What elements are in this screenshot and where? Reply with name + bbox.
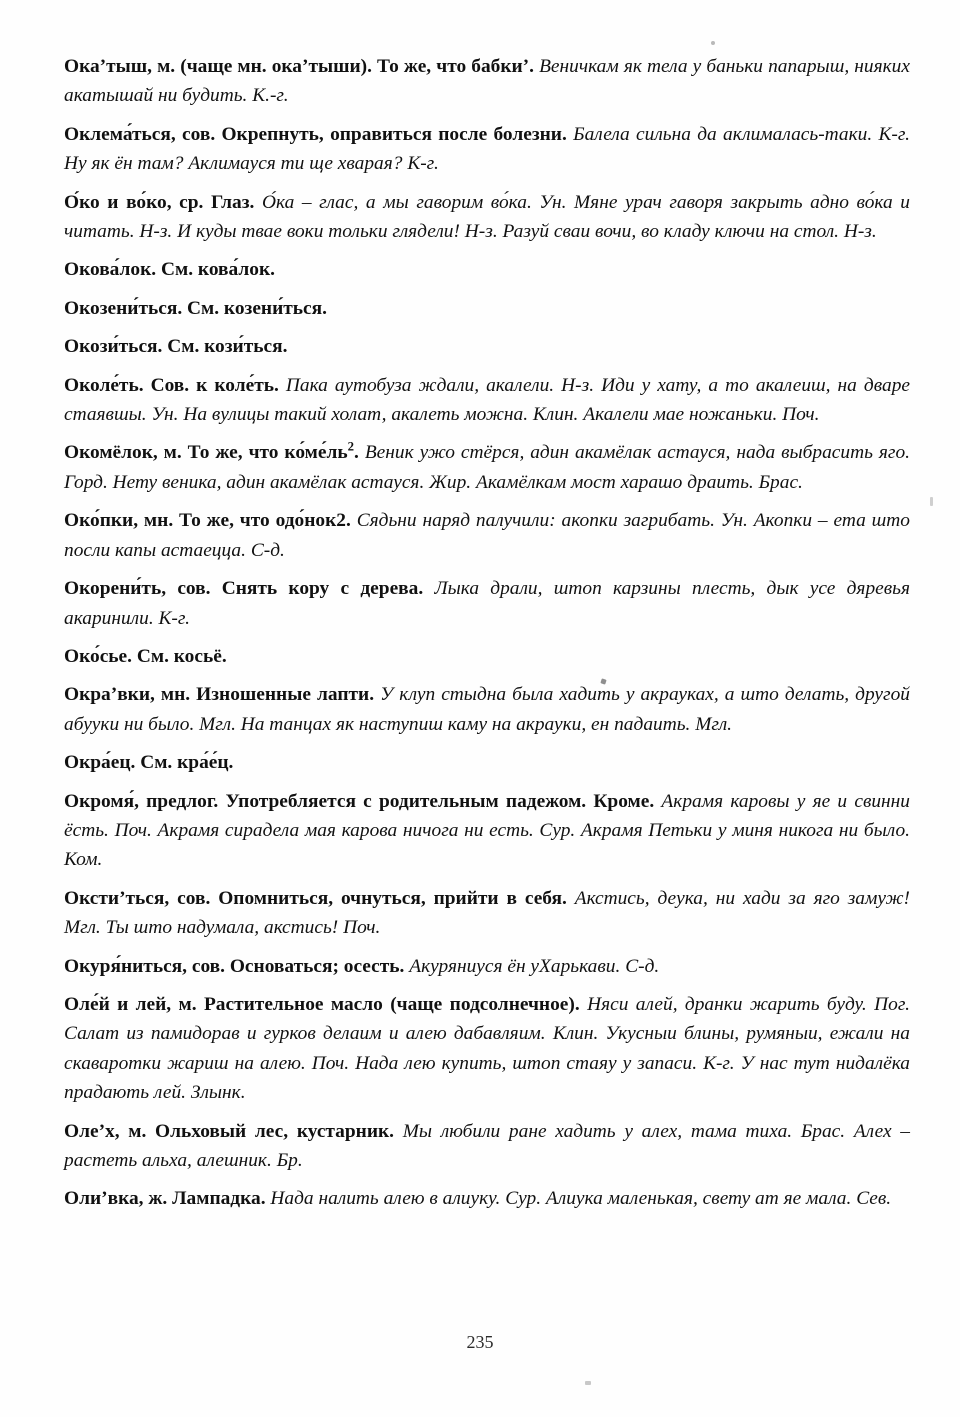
dictionary-entry [64,438,910,497]
entry-examples: Балела сильна да аклималась-таки. К-г. Ну як ён там? Аклимауся ти ще хварая? К-г. [64,123,910,175]
entry-headword: Оле’х, м. Ольховый лес, кустарник. [64,1120,395,1142]
entry-examples: У клуп стыдна была хадить у акрауках, а што делать, другой абууки ни было. Мгл. На танцах як наступиш каму на акрауки, ен падаить. Мгл. [64,684,910,735]
entry-headword: Оксти’ться, сов. Опомниться, очнуться, прийти в себя. [64,887,567,909]
dictionary-entry [64,255,910,284]
dictionary-entry [64,52,910,111]
dictionary-entry [64,1117,910,1176]
dictionary-entry [64,884,910,943]
entry-examples: Веник ужо стёрся, адин акамёлак астауся, нада выбрасить яго. Горд. Нету веника, адин акамёлак астауся. Жир. Акамёлкам мост харашо драить. Брас. [64,442,910,493]
scan-speck-icon [711,41,715,45]
entry-headword: Окози́ться. См. кози́ться. [64,336,288,358]
entry-headword: Ока’тыш, м. (чаще мн. ока’тыши). То же, что бабки’. [64,56,534,77]
entry-headword-tail: . [354,442,359,464]
dictionary-entry [64,188,910,247]
page-number: 235 [466,1332,494,1352]
entry-headword: Окромя́, предлог. Употребляется с родительным падежом. Кроме. [64,790,655,812]
dictionary-entry [64,506,910,565]
entry-examples: Няси алей, дранки жарить буду. Пог. Салат из памидорав и гурков делаим и алею дабавляим. Клин. Укусныи блины, румяныи, ежали на скаваротки жариш на алею. Поч. Нада лею купить, штоп стаяу у запаси. К-г. У нас тут нидалёка прадають лей. Злынк. [64,993,910,1104]
entry-examples: О́ка – глас, а мы гаворим во́ка. Ун. Мяне урач гаворя закрыть адно во́ка и читать. Н-з. И куды твае воки тольки глядели! Н-з. Разуй сваи вочи, во кладу ключи на стол. Н-з. [64,191,910,243]
entry-headword: Окуря́ниться, сов. Основаться; осесть. [64,955,405,977]
dictionary-entry [64,952,910,981]
entry-headword: Окра’вки, мн. Изношенные лапти. [64,684,375,706]
dictionary-entry [64,990,910,1108]
entry-examples: Акуряниуся ён уХарькави. С-д. [409,955,660,977]
entry-headword: О́ко и во́ко, ср. Глаз. [64,191,255,213]
entry-examples: Нада налить алею в алиуку. Сур. Алиука маленькая, свету ат яе мала. Сев. [270,1188,892,1210]
entry-homonym-superscript: 2 [347,440,355,454]
scan-speck-icon [585,1381,591,1385]
entry-headword: Окозени́ться. См. козени́ться. [64,297,327,319]
entry-examples: Акрамя каровы у яе и свинни ёсть. Поч. Акрамя сирадела мая карова ничога ни есть. Сур. Акрамя Петьки у миня никога ни было. Ком. [64,790,910,871]
dictionary-entry [64,332,910,361]
entry-headword: Око́пки, мн. То же, что одо́нок2. [64,510,351,532]
scan-speck-icon [930,497,933,506]
dictionary-entry [64,371,910,430]
dictionary-entry-list [64,52,910,1214]
dictionary-entry [64,120,910,179]
entry-headword: Оле́й и лей, м. Растительное масло (чаще подсолнечное). [64,993,580,1015]
dictionary-entry [64,1184,910,1213]
entry-examples: Акстись, деука, ни хади за яго замуж! Мгл. Ты што надумала, акстись! Поч. [64,887,910,939]
entry-headword: Околе́ть. Сов. к коле́ть. [64,374,279,396]
dictionary-entry [64,787,910,875]
entry-headword: Окра́ец. См. кра́е́ц. [64,752,234,774]
entry-examples: Мы любили ране хадить у алех, тама тиха. Брас. Алех – растеть альха, алешник. Бр. [64,1120,910,1171]
entry-examples: Веничкам як тела у баньки папарыш, ниякuх акатышай ни будить. К.-г. [64,56,910,107]
dictionary-entry [64,574,910,633]
entry-headword: Окомёлок, м. То же, что ко́ме́ль [64,442,348,464]
dictionary-entry [64,642,910,671]
entry-headword: Окова́лок. См. кова́лок. [64,259,275,281]
dictionary-entry [64,748,910,777]
entry-headword: Оли’вка, ж. Лампадка. [64,1188,266,1210]
entry-examples: Лыка драли, штоп карзины плесть, дык усе дяревья акаринили. К-г. [64,578,911,629]
entry-headword: Окорени́ть, сов. Снять кору с дерева. [64,578,424,600]
entry-headword: Око́сье. См. косьё. [64,645,227,667]
entry-examples: Сядьни наряд палучили: акопки загрибать. Ун. Акопки – ета што посли капы астаецца. С-д. [64,510,910,561]
entry-examples: Пака аутобуза ждали, акалели. Н-з. Иди у хату, а то акалеиш, на дваре стаявшы. Ун. На вулицы такий холат, акалеть можна. Клин. Акалели мае ножаньки. Поч. [64,374,910,426]
dictionary-entry [64,294,910,323]
dictionary-entry [64,680,910,739]
entry-headword: Оклема́ться, сов. Окрепнуть, оправиться после болезни. [64,123,567,145]
